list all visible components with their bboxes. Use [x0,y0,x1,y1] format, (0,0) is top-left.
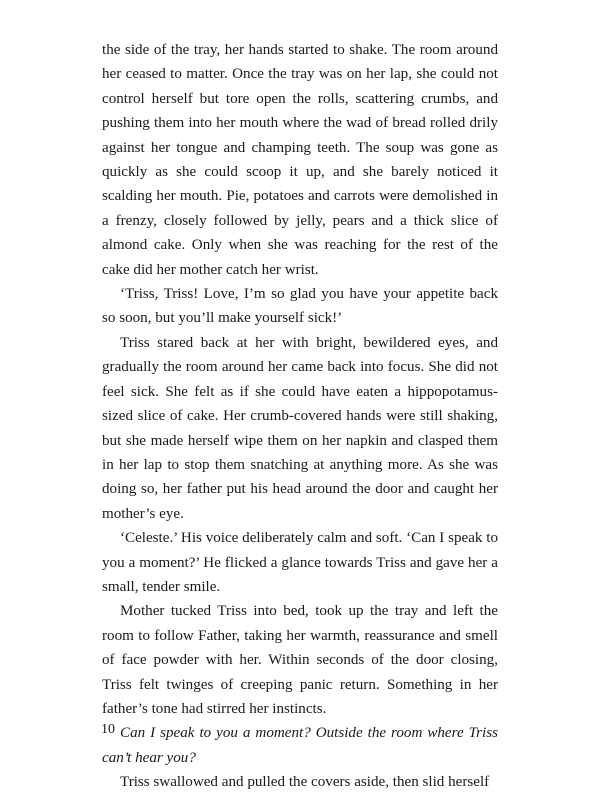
paragraph-italic [102,721,498,770]
italic-thought: Can I speak to you a moment? Outside the room where Triss can’t hear you? [102,725,498,766]
paragraph: Triss stared back at her with bright, bewildered eyes, and gradually the room around her came back into focus. She did not feel sick. She felt as if she could have eaten a hippopotamus-sized slice of cake. Her crumb-covered hands were still shaking, but she made herself wipe them on her napkin and clasped them in her lap to stop them snatching at anything more. As she was doing so, her father put his head around the door and caught her mother’s eye. [102,334,498,522]
paragraph: ‘Celeste.’ His voice deliberately calm and soft. ‘Can I speak to you a moment?’ He flicked a glance towards Triss and gave her a small, tender smile. [102,530,498,595]
paragraph: ‘Triss, Triss! Love, I’m so glad you have your appetite back so soon, but you’ll make yourself sick!’ [102,286,498,327]
body-text [102,38,498,795]
page-number: 10 [101,722,115,737]
paragraph: Triss swallowed and pulled the covers aside, then slid herself [120,774,490,791]
paragraph: Mother tucked Triss into bed, took up the tray and left the room to follow Father, taking her warmth, reassurance and smell of face powder with her. Within seconds of the door closing, Triss felt twinges of creeping panic return. Something in her father’s tone had stirred her instincts. [102,603,498,717]
paragraph: the side of the tray, her hands started to shake. The room around her ceased to matter. Once the tray was on her lap, she could not control herself but tore open the rolls, scattering crumbs, and pushing them into her mouth where the wad of bread rolled drily against her tongue and champing teeth. The soup was gone as quickly as she could scoop it up, and she barely noticed it scalding her mouth. Pie, potatoes and carrots were demolished in a frenzy, closely followed by jelly, pears and a thick slice of almond cake. Only when she was reaching for the rest of the cake did her mother catch her wrist. [102,42,498,278]
